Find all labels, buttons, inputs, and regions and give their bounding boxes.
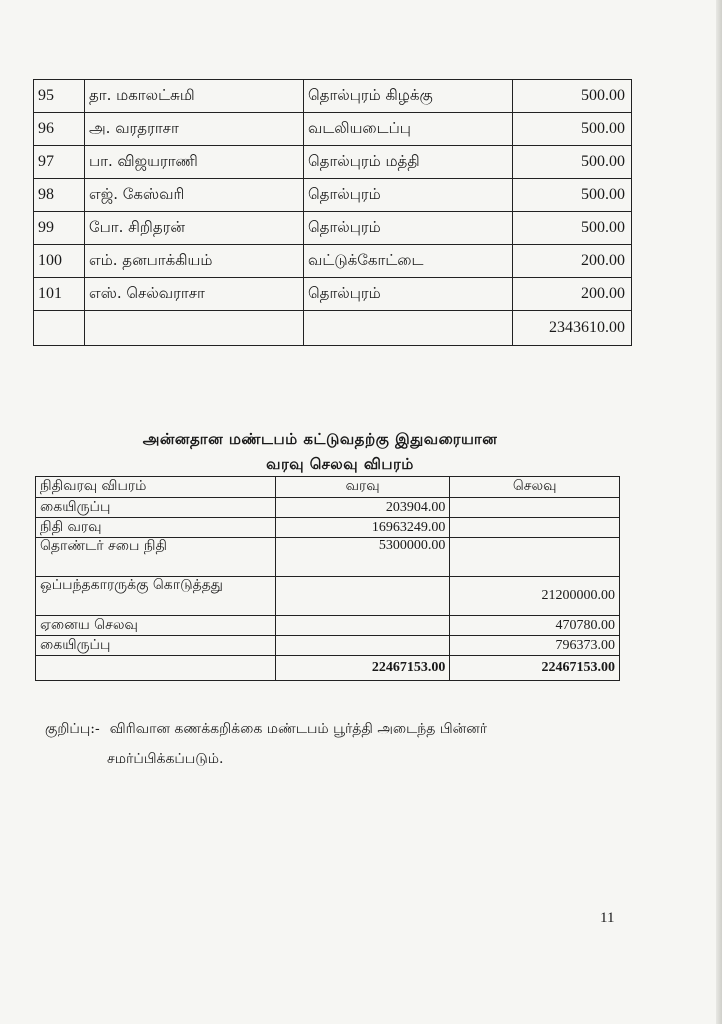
finance-expense bbox=[450, 498, 620, 518]
finance-row bbox=[36, 498, 620, 518]
donor-name: தா. மகாலட்சுமி bbox=[85, 80, 304, 113]
donor-row bbox=[34, 245, 632, 278]
empty-cell bbox=[304, 311, 513, 346]
donor-place: தொல்புரம் bbox=[304, 212, 513, 245]
donor-amount: 200.00 bbox=[513, 245, 632, 278]
section-heading-line2: வரவு செலவு விபரம் bbox=[266, 455, 414, 473]
donor-row bbox=[34, 179, 632, 212]
donor-number: 100 bbox=[34, 245, 85, 278]
donors-total-amount: 2343610.00 bbox=[513, 311, 632, 346]
finance-row bbox=[36, 518, 620, 538]
donor-number: 101 bbox=[34, 278, 85, 311]
finance-row bbox=[36, 636, 620, 656]
page-number: 11 bbox=[600, 910, 615, 926]
finance-table bbox=[35, 476, 620, 681]
finance-income bbox=[275, 616, 450, 636]
donor-place: தொல்புரம் bbox=[304, 278, 513, 311]
finance-label: ஒப்பந்தகாரருக்கு கொடுத்தது bbox=[36, 577, 276, 616]
donor-amount: 500.00 bbox=[513, 212, 632, 245]
donors-total-row bbox=[34, 311, 632, 346]
donor-row bbox=[34, 113, 632, 146]
donor-name: பா. விஜயராணி bbox=[85, 146, 304, 179]
section-heading-line1: அன்னதான மண்டபம் கட்டுவதற்கு இதுவரையான bbox=[142, 430, 498, 448]
donor-number: 99 bbox=[34, 212, 85, 245]
finance-expense: 796373.00 bbox=[450, 636, 620, 656]
finance-income: 16963249.00 bbox=[275, 518, 450, 538]
empty-cell bbox=[36, 656, 276, 681]
note-label: குறிப்பு:- bbox=[45, 721, 100, 737]
finance-label: தொண்டர் சபை நிதி bbox=[36, 538, 276, 577]
donor-name: எம். தனபாக்கியம் bbox=[85, 245, 304, 278]
finance-income bbox=[275, 636, 450, 656]
empty-cell bbox=[85, 311, 304, 346]
note bbox=[45, 714, 615, 774]
finance-row bbox=[36, 616, 620, 636]
donor-number: 95 bbox=[34, 80, 85, 113]
donor-name: போ. சிறிதரன் bbox=[85, 212, 304, 245]
finance-label: ஏனைய செலவு bbox=[36, 616, 276, 636]
donor-amount: 500.00 bbox=[513, 80, 632, 113]
donor-amount: 500.00 bbox=[513, 113, 632, 146]
finance-label: கையிருப்பு bbox=[36, 636, 276, 656]
donors-table bbox=[33, 79, 632, 346]
finance-income: 5300000.00 bbox=[275, 538, 450, 577]
header-description: நிதிவரவு விபரம் bbox=[36, 477, 276, 498]
donor-number: 97 bbox=[34, 146, 85, 179]
finance-total-income: 22467153.00 bbox=[275, 656, 450, 681]
finance-total-expense: 22467153.00 bbox=[450, 656, 620, 681]
finance-expense bbox=[450, 538, 620, 577]
note-text-line1: விரிவான கணக்கறிக்கை மண்டபம் பூர்த்தி அடைந்த பின்னர் bbox=[109, 721, 488, 737]
donor-amount: 500.00 bbox=[513, 179, 632, 212]
finance-income: 203904.00 bbox=[275, 498, 450, 518]
donor-place: தொல்புரம் கிழக்கு bbox=[304, 80, 513, 113]
donor-number: 98 bbox=[34, 179, 85, 212]
donor-name: எஜ். கேஸ்வரி bbox=[85, 179, 304, 212]
finance-expense bbox=[450, 518, 620, 538]
finance-income bbox=[275, 577, 450, 616]
donor-row bbox=[34, 212, 632, 245]
finance-total-row bbox=[36, 656, 620, 681]
finance-expense: 470780.00 bbox=[450, 616, 620, 636]
donor-name: எஸ். செல்வராசா bbox=[85, 278, 304, 311]
donor-amount: 200.00 bbox=[513, 278, 632, 311]
finance-label: நிதி வரவு bbox=[36, 518, 276, 538]
page-edge bbox=[716, 0, 722, 1024]
donor-number: 96 bbox=[34, 113, 85, 146]
donor-place: வட்டுக்கோட்டை bbox=[304, 245, 513, 278]
header-expense: செலவு bbox=[450, 477, 620, 498]
finance-label: கையிருப்பு bbox=[36, 498, 276, 518]
header-income: வரவு bbox=[275, 477, 450, 498]
finance-row bbox=[36, 538, 620, 577]
finance-row bbox=[36, 577, 620, 616]
donor-name: அ. வரதராசா bbox=[85, 113, 304, 146]
donor-row bbox=[34, 80, 632, 113]
finance-header-row bbox=[36, 477, 620, 498]
donor-place: தொல்புரம் மத்தி bbox=[304, 146, 513, 179]
donor-place: தொல்புரம் bbox=[304, 179, 513, 212]
note-text-line2: சமர்ப்பிக்கப்படும். bbox=[107, 751, 224, 767]
empty-cell bbox=[34, 311, 85, 346]
finance-expense: 21200000.00 bbox=[450, 577, 620, 616]
donor-row bbox=[34, 146, 632, 179]
donor-place: வடலியடைப்பு bbox=[304, 113, 513, 146]
donor-amount: 500.00 bbox=[513, 146, 632, 179]
donor-row bbox=[34, 278, 632, 311]
